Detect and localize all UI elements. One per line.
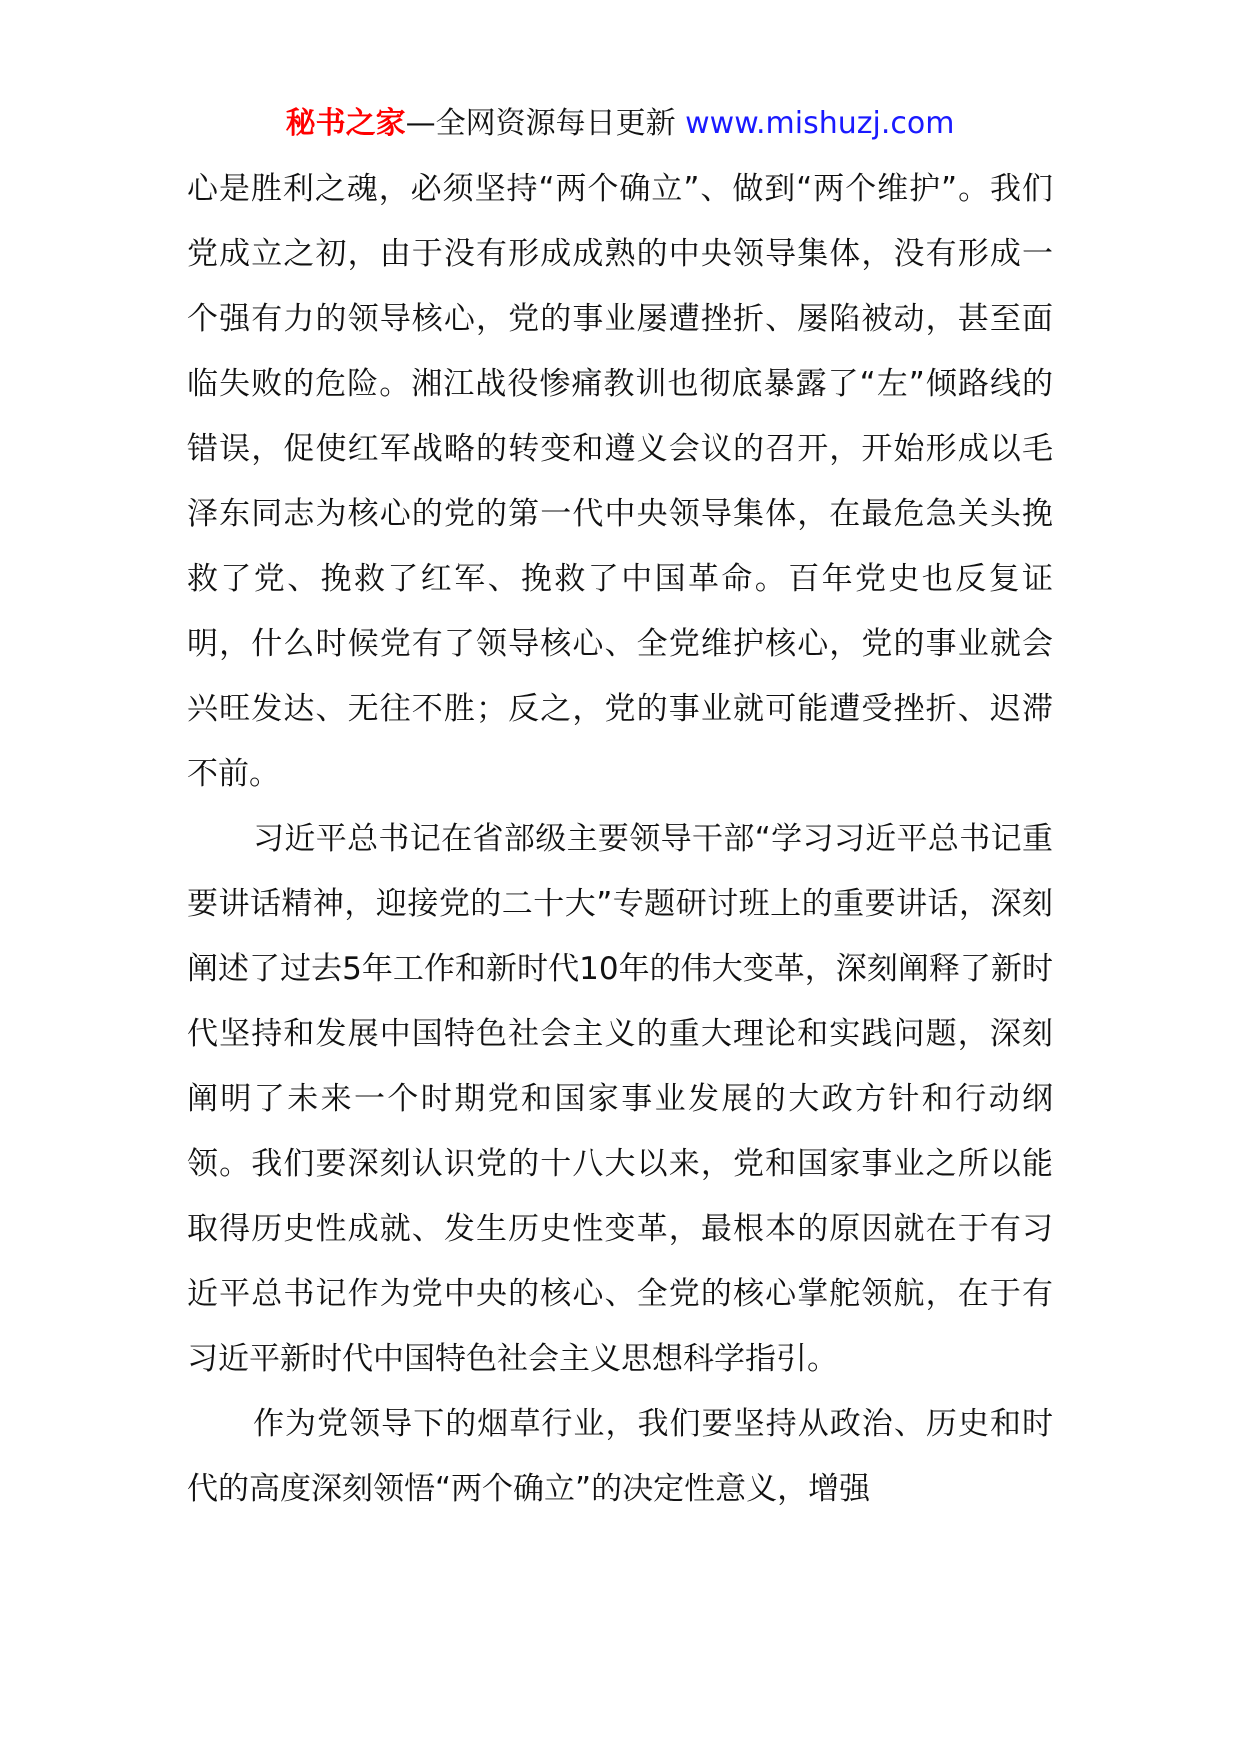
paragraph-3: 作为党领导下的烟草行业，我们要坚持从政治、历史和时代的高度深刻领悟“两个确立”的决定性意义，增强 [187,1406,1053,1507]
header-brand: 秘书之家 [285,106,406,141]
page-header [0,104,1240,144]
document-body [187,157,1053,1522]
header-url-link[interactable]: www.mishuzj.com [685,106,955,141]
paragraph-2: 习近平总书记在省部级主要领导干部“学习习近平总书记重要讲话精神，迎接党的二十大”专题研讨班上的重要讲话，深刻阐述了过去5年工作和新时代10年的伟大变革，深刻阐释了新时代坚持和发展中国特色社会主义的重大理论和实践问题，深刻阐明了未来一个时期党和国家事业发展的大政方针和行动纲领。我们要深刻认识党的十八大以来，党和国家事业之所以能取得历史性成就、发生历史性变革，最根本的原因就在于有习近平总书记作为党中央的核心、全党的核心掌舵领航，在于有习近平新时代中国特色社会主义思想科学指引。 [187,821,1053,1377]
header-tagline: —全网资源每日更新 [405,106,676,141]
paragraph-1: 心是胜利之魂，必须坚持“两个确立”、做到“两个维护”。我们党成立之初，由于没有形成成熟的中央领导集体，没有形成一个强有力的领导核心，党的事业屡遭挫折、屡陷被动，甚至面临失败的危险。湘江战役惨痛教训也彻底暴露了“左”倾路线的错误，促使红军战略的转变和遵义会议的召开，开始形成以毛泽东同志为核心的党的第一代中央领导集体，在最危急关头挽救了党、挽救了红军、挽救了中国革命。百年党史也反复证明，什么时候党有了领导核心、全党维护核心，党的事业就会兴旺发达、无往不胜；反之，党的事业就可能遭受挫折、迟滞不前。 [187,171,1053,792]
